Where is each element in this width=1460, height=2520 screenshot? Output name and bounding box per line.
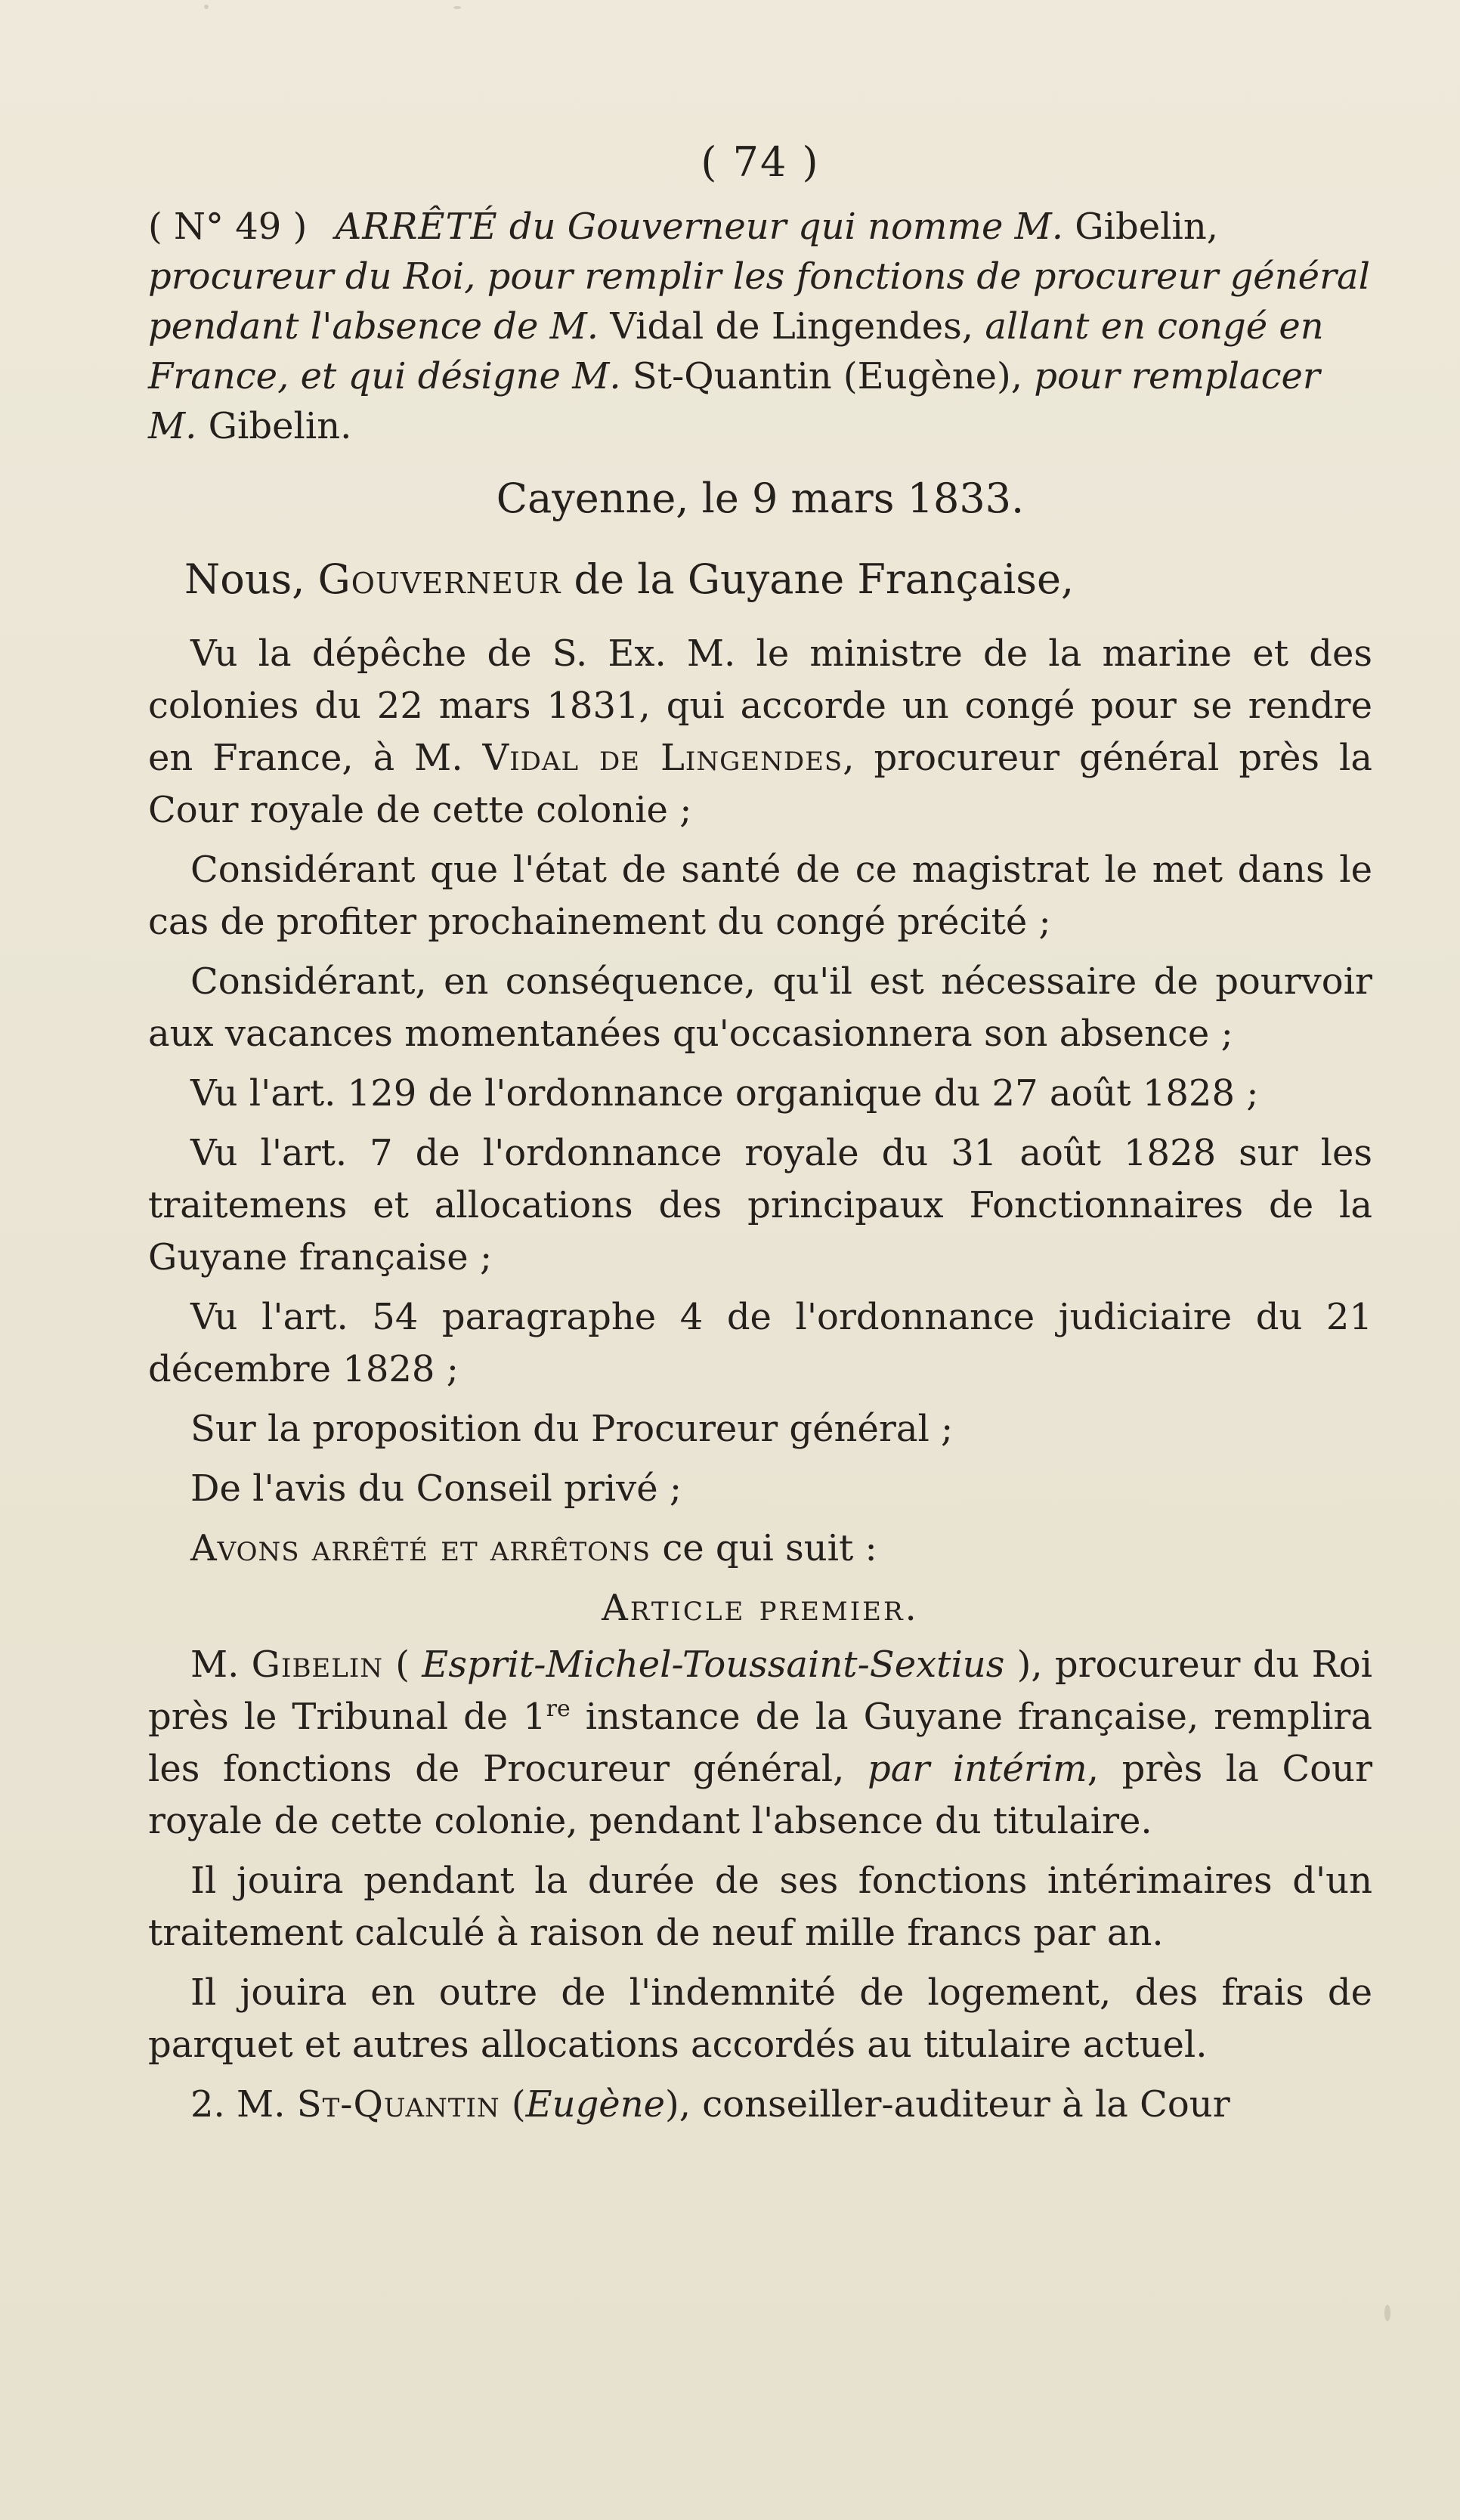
paragraph-vu-art-54: Vu l'art. 54 paragraphe 4 de l'ordonnance judiciaire du 21 décembre 1828 ; [148, 1296, 1372, 1390]
heading-part-2: Gibelin, [1075, 206, 1218, 248]
document-content [148, 136, 1372, 2138]
decree-heading [148, 202, 1372, 451]
vu-depeche-name: Vidal de Lingendes [482, 737, 843, 779]
article-1-given-names: Esprit-Michel-Toussaint-Sextius [422, 1643, 1005, 1686]
article-1-text-a: , procureur du Roi près le Tribunal de 1 [148, 1643, 1373, 1738]
intro-gouverneur: Gouverneur [317, 555, 561, 603]
paragraph-jouira-1: Il jouira pendant la durée de ses fonctions intérimaires d'un traitement calculé à raison de neuf mille francs par an. [148, 1860, 1372, 1954]
paragraph-jouira-2: Il jouira en outre de l'indemnité de logement, des frais de parquet et autres allocations accordés au titulaire actuel. [148, 1971, 1372, 2066]
paragraph-vu-art-129: Vu l'art. 129 de l'ordonnance organique du 27 août 1828 ; [190, 1072, 1259, 1115]
decree-type: ARRÊTÉ [335, 206, 498, 248]
intro-line [184, 553, 1372, 605]
intro-rest: de la Guyane Française, [574, 555, 1075, 603]
heading-part-5: allant en congé en France, et qui désigne M. [148, 305, 1324, 397]
article-1-text-b: instance de la Guyane française, remplira les fonctions de Procureur général, [148, 1696, 1372, 1790]
place-date: Cayenne, le 9 mars 1833. [496, 475, 1025, 522]
paragraph-sur-proposition: Sur la proposition du Procureur général ; [190, 1408, 954, 1450]
vu-depeche-text: Vu la dépêche de S. Ex. M. le ministre de la marine et des colonies du 22 mars 1831, qui accorde un congé pour se rendre en France, à M. [148, 632, 1372, 779]
heading-part-1: du Gouverneur qui nomme M. [509, 206, 1064, 248]
heading-part-3: procureur du Roi, pour remplir les fonctions de procureur général pendant l'absence de M. [148, 255, 1370, 348]
heading-part-4: Vidal de Lingendes, [610, 305, 974, 348]
vu-depeche-text-end: , procureur général près la Cour royale de cette colonie ; [148, 737, 1372, 831]
article-2-number: 2. M. [190, 2083, 286, 2126]
paper-speck [453, 6, 461, 9]
article-1-text-c: , près la Cour royale de cette colonie, pendant l'absence du titulaire. [148, 1748, 1373, 1842]
paper-speck [204, 5, 209, 9]
heading-part-7: pour remplacer M. [148, 355, 1320, 447]
heading-part-8: Gibelin. [208, 405, 352, 447]
article-1-superscript: re [546, 1696, 571, 1722]
paragraph-vu-depeche [148, 628, 1372, 836]
intro-nous: Nous, [184, 555, 305, 603]
paragraph-article-2: 2. M. St-Quantin (Eugène), conseiller-auditeur à la Cour [190, 2083, 1230, 2126]
heading-part-6: St-Quantin (Eugène), [632, 355, 1023, 397]
article-1-name: Gibelin [251, 1643, 384, 1686]
paragraph-considerant-2: Considérant, en conséquence, qu'il est nécessaire de pourvoir aux vacances momentanées qu'occasionnera son absence ; [148, 960, 1372, 1055]
paper-speck [1384, 2305, 1390, 2321]
article-2-given-name: Eugène [525, 2083, 666, 2126]
paragraph-vu-art-7: Vu l'art. 7 de l'ordonnance royale du 31 août 1828 sur les traitemens et allocations des principaux Fonctionnaires de la Guyane française ; [148, 1132, 1372, 1279]
avons-small-caps: Avons arrêté et arrêtons [190, 1527, 651, 1569]
paragraph-avis: De l'avis du Conseil privé ; [190, 1467, 682, 1510]
paragraph-avons [148, 1523, 1372, 1575]
article-1-m: M. [190, 1643, 240, 1686]
article-title: Article premier. [602, 1587, 919, 1629]
paragraph-article-1: M. Gibelin ( Esprit-Michel-Toussaint-Sextius ), procureur du Roi près le Tribunal de 1re instance de la Guyane française, remplira les fonctions de Procureur général, par intérim, près la Cour royale de cette colonie, pendant l'absence du titulaire. [148, 1643, 1373, 1842]
article-2-name: St-Quantin [296, 2083, 500, 2126]
avons-rest: ce qui suit : [662, 1527, 877, 1569]
page-number: ( 74 ) [701, 138, 820, 186]
article-2-text: , conseiller-auditeur à la Cour [679, 2083, 1230, 2126]
paragraph-considerant-1: Considérant que l'état de santé de ce magistrat le met dans le cas de profiter prochainement du congé précité ; [148, 849, 1372, 943]
decree-number: ( N° 49 ) [148, 206, 308, 248]
article-1-interim: par intérim [868, 1748, 1087, 1790]
